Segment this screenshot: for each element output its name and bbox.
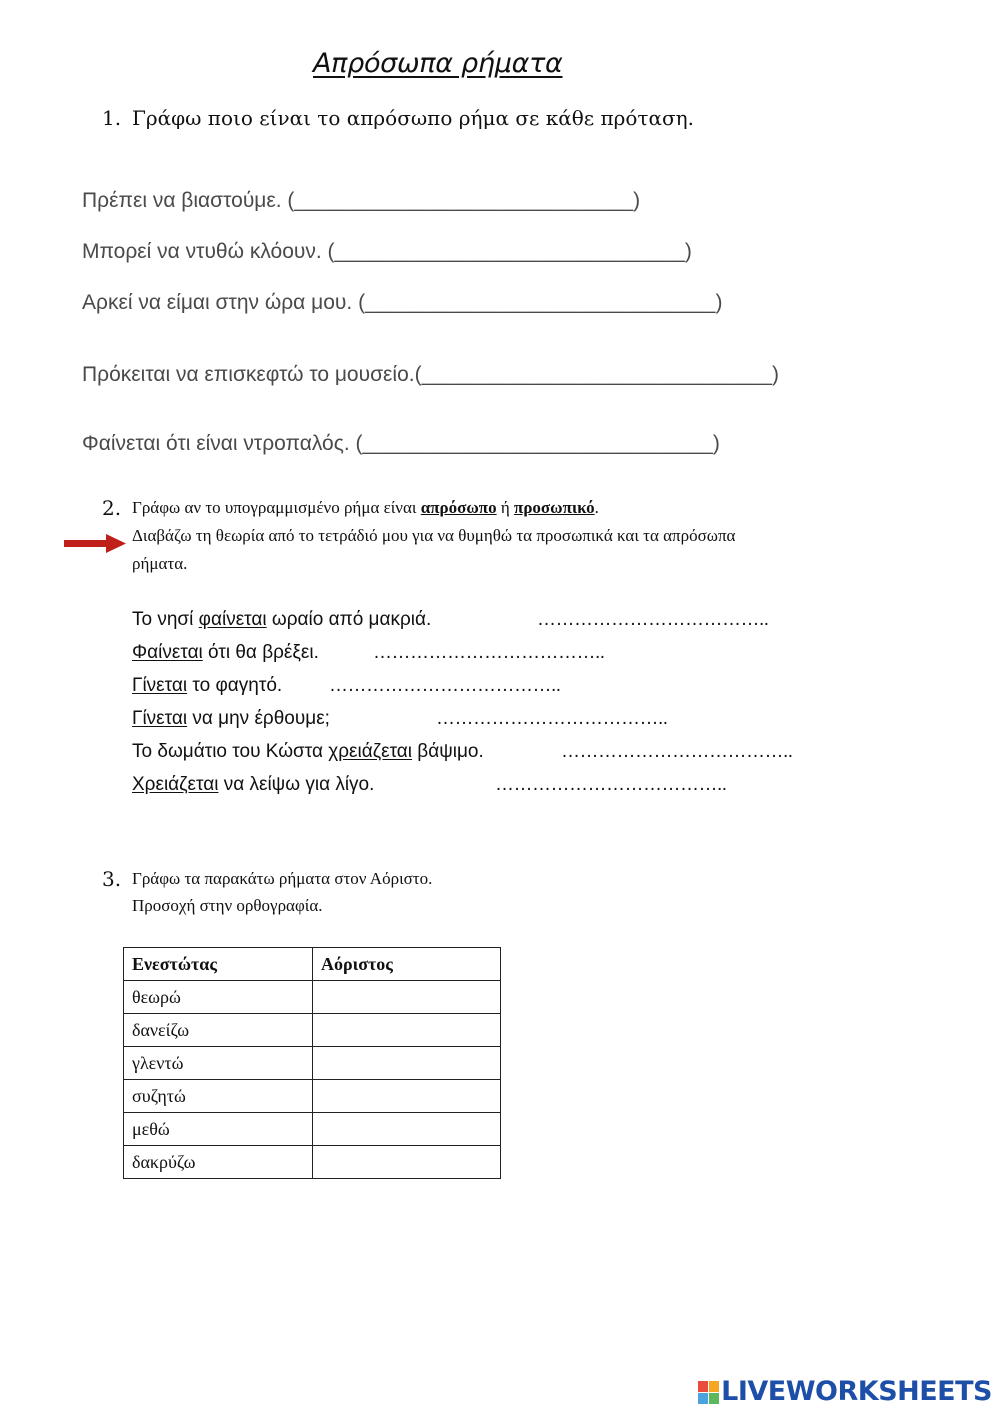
q1-instruction: Γράφω ποιο είναι το απρόσωπο ρήμα σε κάθε πρόταση. <box>132 106 694 130</box>
table-row <box>124 1113 501 1146</box>
q3-number: 3. <box>102 867 122 891</box>
aorist-answer-cell[interactable] <box>313 1080 501 1113</box>
q3-instruction-line2: Προσοχή στην ορθογραφία. <box>132 896 323 915</box>
header-present: Ενεστώτας <box>124 948 313 981</box>
liveworksheets-logo-icon <box>698 1381 720 1405</box>
aorist-answer-cell[interactable] <box>313 1014 501 1047</box>
q2-option-personal: προσωπικό <box>514 498 595 517</box>
q2-sentence: Γίνεται το φαγητό. <box>132 675 283 696</box>
red-arrow-icon <box>64 534 126 554</box>
table-row <box>124 1080 501 1113</box>
brand-wordmark: LIVEWORKSHEETS <box>721 1376 992 1407</box>
table-row <box>124 981 501 1014</box>
q2-answer-blank[interactable]: ……………………………….. <box>537 609 769 630</box>
q2-sentence: Το δωμάτιο του Κώστα χρειάζεται βάψιμο. <box>132 741 484 762</box>
table-header-row <box>124 948 501 981</box>
q2-number: 2. <box>102 496 122 520</box>
q2-sentence: Χρειάζεται να λείψω για λίγο. <box>132 774 375 795</box>
q2-answer-blank[interactable]: ……………………………….. <box>329 675 561 696</box>
header-aorist: Αόριστος <box>313 948 501 981</box>
aorist-answer-cell[interactable] <box>313 1146 501 1179</box>
q2-answer-blank[interactable]: ……………………………….. <box>436 708 668 729</box>
q2-instruction: Γράφω αν το υπογραμμισμένο ρήμα είναι απρόσωπο ή προσωπικό. <box>132 498 599 517</box>
q2-sentence: Το νησί φαίνεται ωραίο από μακριά. <box>132 609 432 630</box>
q2-answer-blank[interactable]: ……………………………….. <box>373 642 605 663</box>
present-cell: μεθώ <box>124 1113 313 1146</box>
present-cell: δανείζω <box>124 1014 313 1047</box>
q1-number: 1. <box>102 106 122 130</box>
aorist-answer-cell[interactable] <box>313 1047 501 1080</box>
present-cell: θεωρώ <box>124 981 313 1014</box>
table-row <box>124 1146 501 1179</box>
q1-sentence: Μπορεί να ντυθώ κλόουν. (______________________________) <box>82 240 692 263</box>
q2-verb: Χρειάζεται <box>132 774 219 795</box>
verb-table <box>123 947 501 1179</box>
present-cell: συζητώ <box>124 1080 313 1113</box>
aorist-answer-cell[interactable] <box>313 981 501 1014</box>
page-title: Απρόσωπα ρήματα <box>313 48 563 79</box>
q2-verb: Γίνεται <box>132 708 188 729</box>
q2-answer-blank[interactable]: ……………………………….. <box>495 774 727 795</box>
q1-sentence: Φαίνεται ότι είναι ντροπαλός. (______________________________) <box>82 432 720 455</box>
q2-verb: φαίνεται <box>198 609 267 630</box>
aorist-answer-cell[interactable] <box>313 1113 501 1146</box>
q3-instruction-line1: Γράφω τα παρακάτω ρήματα στον Αόριστο. <box>132 869 433 888</box>
q2-sentence: Γίνεται να μην έρθουμε; <box>132 708 330 729</box>
q2-hint-line2: ρήματα. <box>132 554 188 573</box>
q2-answer-blank[interactable]: ……………………………….. <box>561 741 793 762</box>
q2-verb: Φαίνεται <box>132 642 203 663</box>
q1-sentence: Πρόκειται να επισκεφτώ το μουσείο.(______________________________) <box>82 363 779 386</box>
q2-option-impersonal: απρόσωπο <box>420 498 497 517</box>
present-cell: δακρύζω <box>124 1146 313 1179</box>
q2-verb: Γίνεται <box>132 675 188 696</box>
q1-sentence: Πρέπει να βιαστούμε. (_____________________________) <box>82 189 641 212</box>
q2-hint-line1: Διαβάζω τη θεωρία από το τετράδιό μου για να θυμηθώ τα προσωπικά και τα απρόσωπα <box>132 526 736 545</box>
present-cell: γλεντώ <box>124 1047 313 1080</box>
table-row <box>124 1014 501 1047</box>
q2-sentence: Φαίνεται ότι θα βρέξει. <box>132 642 319 663</box>
q1-sentence: Αρκεί να είμαι στην ώρα μου. (______________________________) <box>82 291 723 314</box>
q2-verb: χρειάζεται <box>328 741 413 762</box>
table-row <box>124 1047 501 1080</box>
